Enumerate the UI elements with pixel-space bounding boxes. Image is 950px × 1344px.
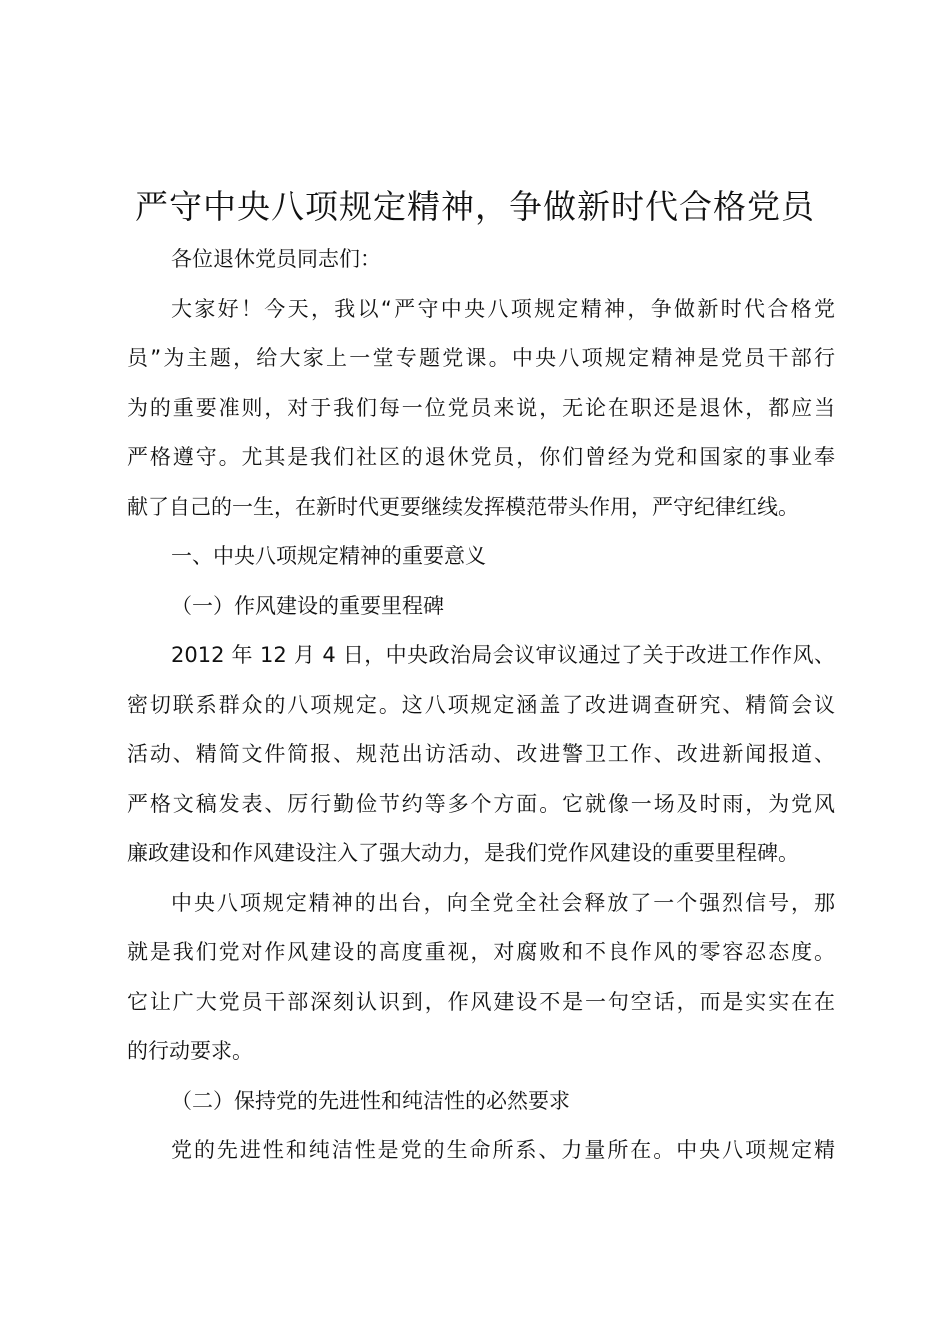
text-line: 为的重要准则，对于我们每一位党员来说，无论在职还是退休，都应当 bbox=[127, 395, 835, 420]
document-body bbox=[127, 235, 835, 1176]
text-line: 各位退休党员同志们： bbox=[171, 247, 381, 271]
subsection-heading bbox=[127, 1077, 835, 1127]
text-line: 2012 年 12 月 4 日，中央政治局会议审议通过了关于改进工作作风、 bbox=[171, 643, 835, 667]
greeting-paragraph bbox=[127, 235, 835, 285]
body-paragraph bbox=[127, 631, 835, 879]
document-title: 严守中央八项规定精神，争做新时代合格党员 bbox=[135, 187, 815, 226]
section-heading bbox=[127, 532, 835, 582]
text-line: 严格遵守。尤其是我们社区的退休党员，你们曾经为党和国家的事业奉 bbox=[127, 445, 835, 469]
text-line: 严格文稿发表、厉行勤俭节约等多个方面。它就像一场及时雨，为党风 bbox=[127, 791, 835, 816]
text-line: 它让广大党员干部深刻认识到，作风建设不是一句空话，而是实实在在 bbox=[127, 989, 835, 1014]
body-paragraph bbox=[127, 879, 835, 1077]
text-line: 活动、精简文件简报、规范出访活动、改进警卫工作、改进新闻报道、 bbox=[127, 742, 835, 766]
text-line: 廉政建设和作风建设注入了强大动力，是我们党作风建设的重要里程碑。 bbox=[127, 841, 799, 865]
text-line: 密切联系群众的八项规定。这八项规定涵盖了改进调查研究、精简会议 bbox=[127, 692, 835, 717]
text-line: 献了自己的一生，在新时代更要继续发挥模范带头作用，严守纪律红线。 bbox=[127, 494, 799, 519]
text-line: 中央八项规定精神的出台，向全党全社会释放了一个强烈信号，那 bbox=[171, 890, 835, 915]
text-line: 员”为主题，给大家上一堂专题党课。中央八项规定精神是党员干部行 bbox=[127, 346, 835, 370]
text-line: 一、中央八项规定精神的重要意义 bbox=[171, 544, 486, 568]
text-line: 大家好！今天，我以“严守中央八项规定精神，争做新时代合格党 bbox=[171, 296, 835, 321]
subsection-heading bbox=[127, 582, 835, 632]
body-paragraph bbox=[127, 1126, 835, 1176]
intro-paragraph bbox=[127, 285, 835, 533]
text-line: 就是我们党对作风建设的高度重视，对腐败和不良作风的零容忍态度。 bbox=[127, 940, 835, 964]
text-line: （一）作风建设的重要里程碑 bbox=[171, 593, 444, 618]
text-line: 的行动要求。 bbox=[127, 1039, 253, 1063]
text-line: （二）保持党的先进性和纯洁性的必然要求 bbox=[171, 1088, 570, 1113]
text-line: 党的先进性和纯洁性是党的生命所系、力量所在。中央八项规定精 bbox=[171, 1138, 835, 1162]
